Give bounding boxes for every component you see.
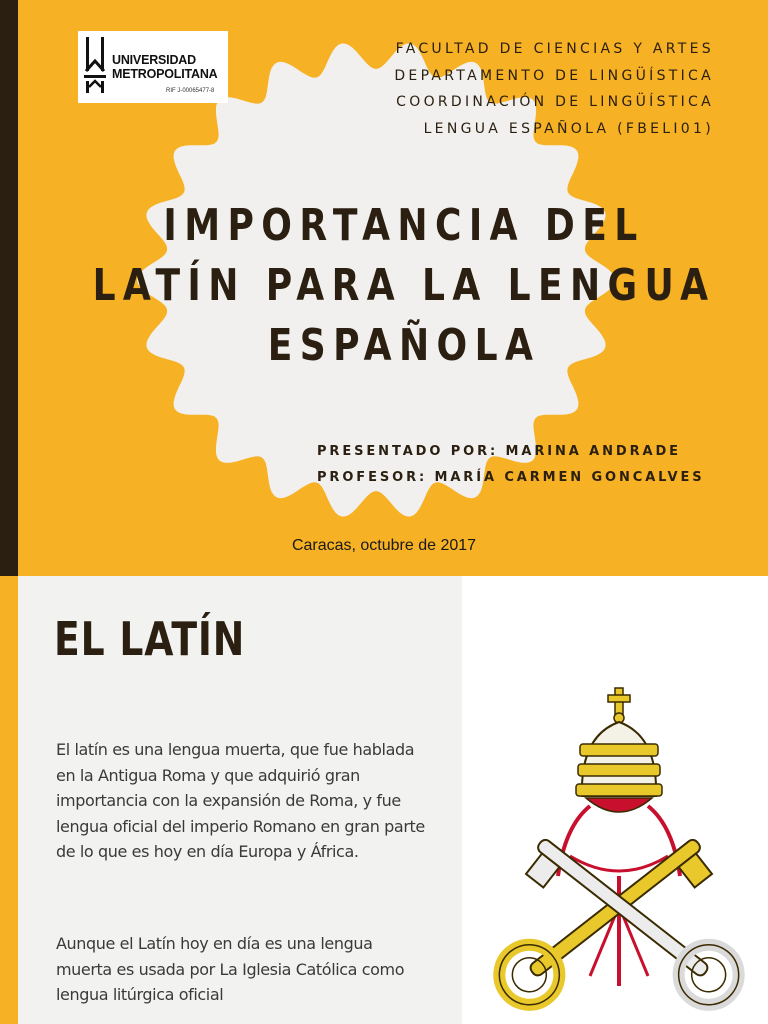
left-accent-bar <box>0 576 18 1024</box>
paragraph-1: El latín es una lengua muerta, que fue hablada en la Antigua Roma y que adquirió gran importancia con la expansión de Roma, y fue lengua oficial del imperio Romano en gran parte de lo que es hoy en día Europa y África. <box>56 740 425 861</box>
faculty-line: FACULTAD DE CIENCIAS Y ARTES <box>395 41 714 57</box>
left-accent-bar <box>0 0 18 576</box>
university-rif: RIF J-00065477-8 <box>166 88 215 94</box>
university-name-line1: UNIVERSIDAD <box>112 53 196 67</box>
department-line: DEPARTAMENTO DE LINGÜÍSTICA <box>394 67 714 84</box>
papal-coat-of-arms-icon <box>470 676 768 1024</box>
university-logo <box>78 31 228 103</box>
university-name-line2: METROPOLITANA <box>112 67 218 81</box>
university-emblem-icon <box>82 35 108 95</box>
university-name <box>112 53 218 81</box>
place-date-text: Caracas, octubre de 2017 <box>291 537 477 554</box>
course-line: LENGUA ESPAÑOLA (FBELI01) <box>423 120 714 137</box>
coordination-line: COORDINACIÓN DE LINGÜÍSTICA <box>396 94 714 110</box>
title-line-3: ESPAÑOLA <box>267 320 541 371</box>
professor-line: PROFESOR: MARÍA CARMEN GONCALVES <box>317 470 705 485</box>
faculty-header <box>394 36 714 142</box>
paragraph-2: Aunque el Latín hoy en día es una lengua muerta es usada por La Iglesia Católica como lengua litúrgica oficial <box>56 934 405 1004</box>
slide-title: EL LATÍN <box>54 612 246 666</box>
title-line-2: LATÍN PARA LA LENGUA <box>92 260 716 311</box>
presenter-info <box>317 439 705 491</box>
presentation-title <box>20 196 768 376</box>
presenter-line: PRESENTADO POR: MARINA ANDRADE <box>317 444 681 459</box>
title-line-1: IMPORTANCIA DEL <box>163 200 645 251</box>
place-date <box>0 537 768 555</box>
content-slide <box>0 576 768 1024</box>
